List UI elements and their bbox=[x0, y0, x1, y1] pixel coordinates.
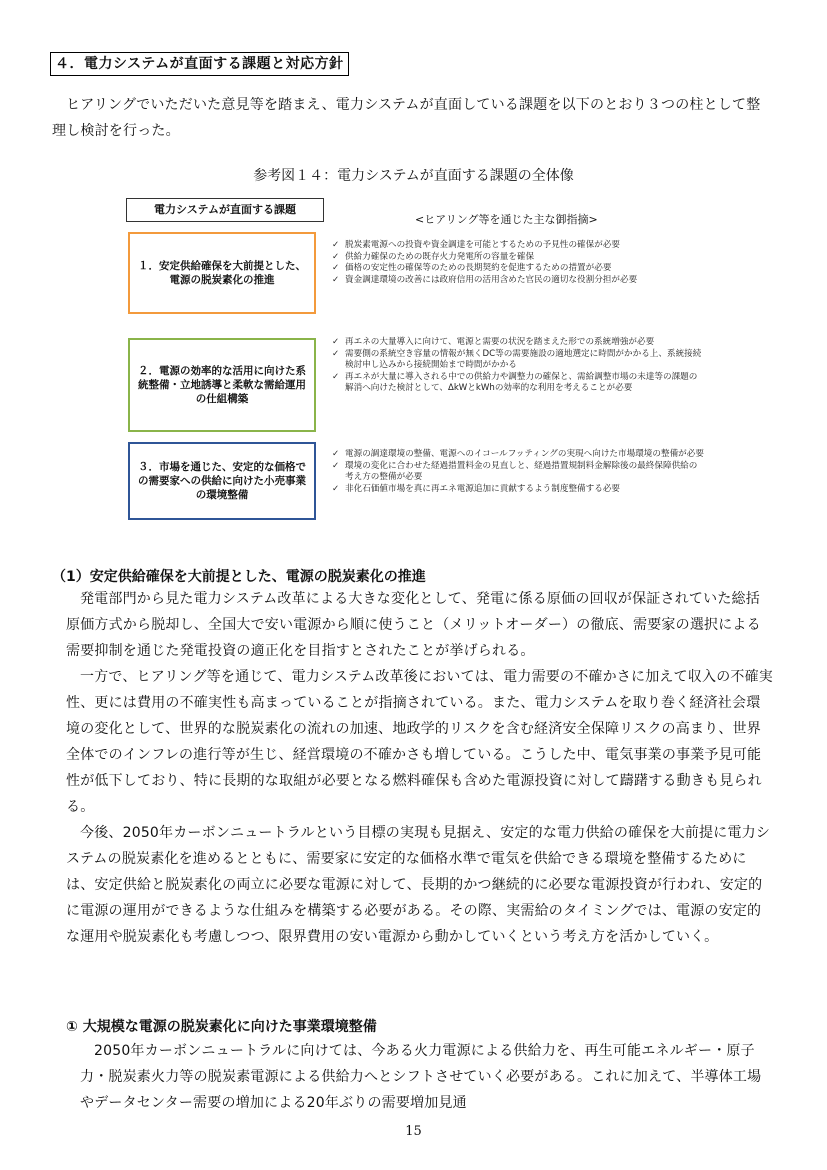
issues-diagram bbox=[125, 198, 705, 524]
opinion-item: ✓ 需要側の系統空き容量の情報が無くDC等の需要施設の適地選定に時間がかかる上、系統接続検討申し込みから接続開始まで時間がかかる bbox=[332, 349, 704, 372]
subsection-heading-1-1: ① 大規模な電源の脱炭素化に向けた事業環境整備 bbox=[66, 1019, 377, 1035]
intro-paragraph bbox=[52, 92, 774, 144]
opinion-list-3 bbox=[332, 449, 704, 495]
opinions-column-header: <ヒアリング等を通じた主な御指摘> bbox=[415, 213, 598, 226]
page-number: 15 bbox=[405, 1124, 422, 1139]
intro-text: ヒアリングでいただいた意見等を踏まえ、電力システムが直面している課題を以下のとおり３つの柱として整理し検討を行った。 bbox=[52, 97, 761, 139]
body-paragraph: 2050年カーボンニュートラルに向けては、今ある火力電源による供給力を、再生可能エネルギー・原子力・脱炭素火力等の脱炭素電源による供給力へとシフトさせていく必要がある。これに加えて、半導体工場やデータセンター需要の増加による20年ぶりの需要増加見通 bbox=[80, 1043, 762, 1111]
opinion-item: ✓ 電源の調達環境の整備、電源へのイコールフッティングの実現へ向けた市場環境の整備が必要 bbox=[332, 449, 704, 461]
subsection-1-body bbox=[66, 586, 774, 950]
section-heading: ４．電力システムが直面する課題と対応方針 bbox=[50, 52, 349, 76]
issue-title-3: ３．市場を通じた、安定的な価格での需要家への供給に向けた小売事業の環境整備 bbox=[138, 461, 306, 501]
opinion-list-1 bbox=[332, 240, 704, 286]
opinion-item: ✓ 資金調達環境の改善には政府信用の活用含めた官民の適切な役割分担が必要 bbox=[332, 275, 704, 287]
issues-column-header: 電力システムが直面する課題 bbox=[126, 198, 324, 222]
opinion-list-2 bbox=[332, 337, 704, 395]
opinion-item: ✓ 再エネの大量導入に向けて、電源と需要の状況を踏まえた形での系統増強が必要 bbox=[332, 337, 704, 349]
issue-box-3 bbox=[128, 442, 316, 520]
opinion-item: ✓ 価格の安定性の確保等のための長期契約を促進するための措置が必要 bbox=[332, 263, 704, 275]
opinion-item: ✓ 脱炭素電源への投資や資金調達を可能とするための予見性の確保が必要 bbox=[332, 240, 704, 252]
body-paragraph: 発電部門から見た電力システム改革による大きな変化として、発電に係る原価の回収が保証されていた総括原価方式から脱却し、全国大で安い電源から順に使うこと（メリットオーダー）の徹底、需要家の選択による需要抑制を通じた発電投資の適正化を目指すとされたことが挙げられる。 bbox=[66, 591, 761, 659]
subsection-1-1-body bbox=[80, 1038, 774, 1116]
opinion-item: ✓ 環境の変化に合わせた経過措置料金の見直しと、経過措置規制料金解除後の最終保障供給の考え方の整備が必要 bbox=[332, 461, 704, 484]
issue-box-2 bbox=[128, 338, 316, 432]
body-paragraph: 一方で、ヒアリング等を通じて、電力システム改革後においては、電力需要の不確かさに加えて収入の不確実性、更には費用の不確実性も高まっていることが指摘されている。また、電力システムを取り巻く経済社会環境の変化として、世界的な脱炭素化の流れの加速、地政学的リスクを含む経済安全保障リスクの高まり、世界全体でのインフレの進行等が生じ、経営環境の不確かさも増している。こうした中、電気事業の事業予見可能性が低下しており、特に長期的な取組が必要となる燃料確保も含めた電源投資に対して躊躇する動きも見られる。 bbox=[66, 669, 773, 815]
issue-title-1: １．安定供給確保を大前提とした、電源の脱炭素化の推進 bbox=[138, 260, 306, 286]
opinion-item: ✓ 非化石価値市場を真に再エネ電源追加に貢献するよう制度整備する必要 bbox=[332, 484, 704, 496]
issue-box-1 bbox=[128, 232, 316, 314]
issue-title-2: ２．電源の効率的な活用に向けた系統整備・立地誘導と柔軟な需給運用の仕組構築 bbox=[138, 365, 306, 405]
subsection-heading-1: （1）安定供給確保を大前提とした、電源の脱炭素化の推進 bbox=[52, 569, 426, 585]
body-paragraph: 今後、2050年カーボンニュートラルという目標の実現も見据え、安定的な電力供給の確保を大前提に電力システムの脱炭素化を進めるとともに、需要家に安定的な価格水準で電気を供給できる環境を整備するためには、安定供給と脱炭素化の両立に必要な電源に対して、長期的かつ継続的に必要な電源投資が行われ、安定的に電源の運用ができるような仕組みを構築する必要がある。その際、実需給のタイミングでは、電源の安定的な運用や脱炭素化も考慮しつつ、限界費用の安い電源から動かしていくという考え方を活かしていく。 bbox=[66, 825, 771, 945]
opinion-item: ✓ 供給力確保のための既存火力発電所の容量を確保 bbox=[332, 252, 704, 264]
opinion-item: ✓ 再エネが大量に導入される中での供給力や調整力の確保と、需給調整市場の未達等の課題の解消へ向けた検討として、ΔkWとkWhの効率的な利用を考えることが必要 bbox=[332, 372, 704, 395]
figure-caption: 参考図１４：電力システムが直面する課題の全体像 bbox=[253, 168, 574, 184]
